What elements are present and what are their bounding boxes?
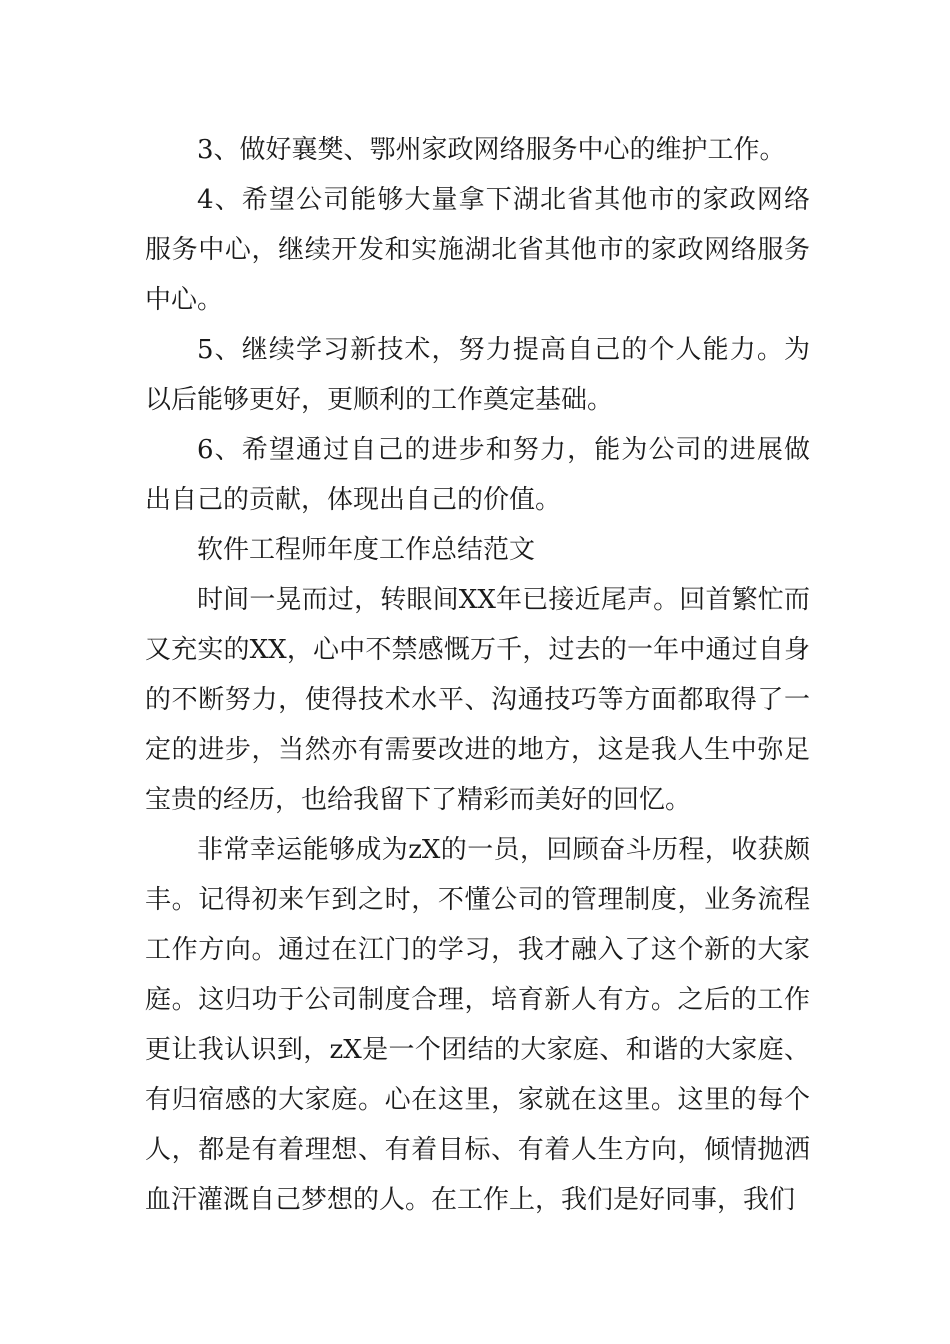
paragraph-item-3: 3、做好襄樊、鄂州家政网络服务中心的维护工作。 xyxy=(197,135,786,165)
document-body xyxy=(145,125,810,1225)
section-title: 软件工程师年度工作总结范文 xyxy=(197,535,536,565)
paragraph-item-6: 6、希望通过自己的进步和努力，能为公司的进展做出自己的贡献，体现出自己的价值。 xyxy=(145,435,810,515)
paragraph-item-5: 5、继续学习新技术，努力提高自己的个人能力。为以后能够更好，更顺利的工作奠定基础。 xyxy=(145,335,810,415)
paragraph-intro: 时间一晃而过，转眼间XX年已接近尾声。回首繁忙而又充实的XX，心中不禁感慨万千，过去的一年中通过自身的不断努力，使得技术水平、沟通技巧等方面都取得了一定的进步，当然亦有需要改进的地方，这是我人生中弥足宝贵的经历，也给我留下了精彩而美好的回忆。 xyxy=(145,585,810,815)
paragraph-company: 非常幸运能够成为zX的一员，回顾奋斗历程，收获颇丰。记得初来乍到之时，不懂公司的管理制度，业务流程工作方向。通过在江门的学习，我才融入了这个新的大家庭。这归功于公司制度合理，培育新人有方。之后的工作更让我认识到，zX是一个团结的大家庭、和谐的大家庭、有归宿感的大家庭。心在这里，家就在这里。这里的每个人，都是有着理想、有着目标、有着人生方向，倾情抛洒血汗灌溉自己梦想的人。在工作上，我们是好同事，我们 xyxy=(145,835,810,1215)
paragraph-item-4: 4、希望公司能够大量拿下湖北省其他市的家政网络服务中心，继续开发和实施湖北省其他市的家政网络服务中心。 xyxy=(145,185,810,315)
